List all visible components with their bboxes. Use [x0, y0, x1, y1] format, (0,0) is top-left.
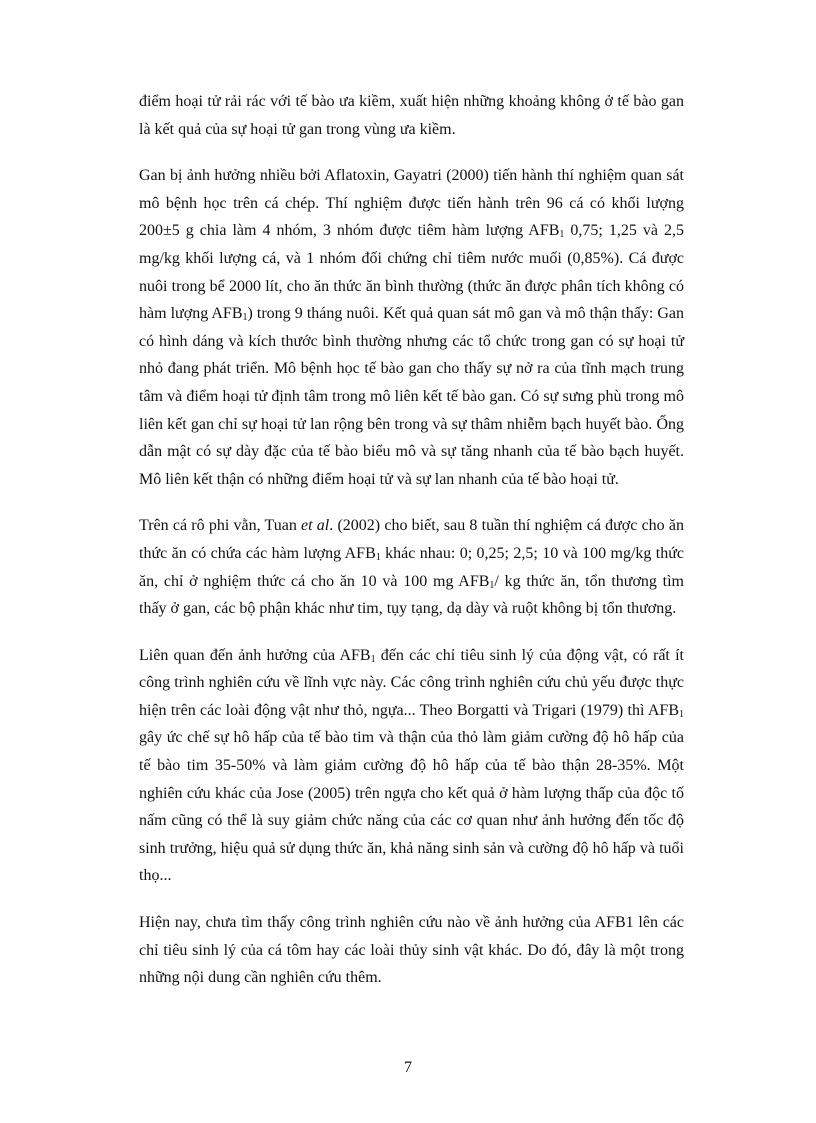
paragraph-text: điểm hoại tử rải rác với tế bào ưa kiềm, xuất hiện những khoảng không ở tế bào gan là kết quả của sự hoại tử gan trong vùng ưa kiềm. [139, 93, 684, 138]
paragraph-text: / kg thức ăn, tổn thương tìm thấy ở gan, các bộ phận khác như tim, tụy tạng, dạ dày và ruột không bị tổn thương. [139, 572, 684, 618]
paragraph-2 [139, 162, 684, 493]
subscript: 1 [242, 312, 248, 324]
subscript: 1 [370, 653, 376, 665]
paragraph-text: et al [301, 517, 330, 535]
paragraph-text: 0,75; 1,25 và 2,5 mg/kg khối lượng cá, và 1 nhóm đối chứng chỉ tiêm nước muối (0,85%). Cá được nuôi trong bể 2000 lít, cho ăn thức ăn bình thường (thức ăn được phân tích không có hàm lượng AFB [139, 222, 684, 323]
paragraph-text: Liên quan đến ảnh hưởng của AFB [139, 646, 371, 664]
body-text [139, 88, 684, 1011]
paragraph-text: ) trong 9 tháng nuôi. Kết quả quan sát mô gan và mô thận thấy: Gan có hình dáng và kích thước bình thường nhưng các tổ chức trong gan có sự hoại tử nhỏ đang phát triển. Mô bệnh học tế bào gan cho thấy sự nở ra của tĩnh mạch trung tâm và điểm hoại tử định tâm trong mô liên kết tế bào gan. Có sự sưng phù trong mô liên kết gan chỉ sự hoại tử lan rộng bên trong và sự thâm nhiễm bạch huyết bào. Ống dẫn mật có sự dày đặc của tế bào biểu mô và sự tăng nhanh của tế bào bạch huyết. Mô liên kết thận có những điểm hoại tử và sự lan nhanh của tế bào hoại tử. [139, 305, 684, 488]
paragraph-text: Gan bị ảnh hưởng nhiều bởi Aflatoxin, Gayatri (2000) tiến hành thí nghiệm quan sát mô bệnh học trên cá chép. Thí nghiệm được tiến hành trên 96 cá có khối lượng 200±5 g chia làm 4 nhóm, 3 nhóm được tiêm hàm lượng AFB [139, 167, 684, 240]
paragraph-4 [139, 642, 684, 890]
paragraph-text: . (2002) cho biết, sau 8 tuần thí nghiệm cá được cho ăn thức ăn có chứa các hàm lượng AFB [139, 517, 684, 562]
paragraph-text: đến các chỉ tiêu sinh lý của động vật, có rất ít công trình nghiên cứu về lĩnh vực này. Các công trình nghiên cứu chủ yếu được thực hiện trên các loài động vật như thỏ, ngựa... Theo Borgatti và Trigari (1979) thì AFB [139, 646, 684, 719]
subscript: 1 [559, 229, 565, 241]
paragraph-text: khác nhau: 0; 0,25; 2,5; 10 và 100 mg/kg thức ăn, chỉ ở nghiệm thức cá cho ăn 10 và 100 mg AFB [139, 544, 685, 590]
subscript: 1 [489, 579, 495, 591]
page-number: 7 [404, 1059, 412, 1076]
paragraph-text: gây ức chế sự hô hấp của tế bào tim và thận của thỏ làm giảm cường độ hô hấp của tế bào tim 35-50% và làm giảm cường độ hô hấp của tế bào thận 28-35%. Một nghiên cứu khác của Jose (2005) trên ngựa cho kết quả ở hàm lượng thấp của độc tố nấm cũng có thể là suy giảm chức năng của các cơ quan như ảnh hưởng đến tốc độ sinh trưởng, hiệu quả sử dụng thức ăn, khả năng sinh sản và cường độ hô hấp và tuổi thọ... [139, 729, 684, 885]
subscript: 1 [679, 708, 684, 720]
paragraph-text: Hiện nay, chưa tìm thấy công trình nghiên cứu nào về ảnh hưởng của AFB1 lên các chỉ tiêu sinh lý của cá tôm hay các loài thủy sinh vật khác. Do đó, đây là một trong những nội dung cần nghiên cứu thêm. [139, 914, 684, 987]
subscript: 1 [375, 551, 381, 563]
paragraph-1 [139, 88, 684, 143]
paragraph-5 [139, 909, 684, 992]
paragraph-3 [139, 512, 684, 622]
paragraph-text: Trên cá rô phi vằn, Tuan [139, 517, 302, 535]
